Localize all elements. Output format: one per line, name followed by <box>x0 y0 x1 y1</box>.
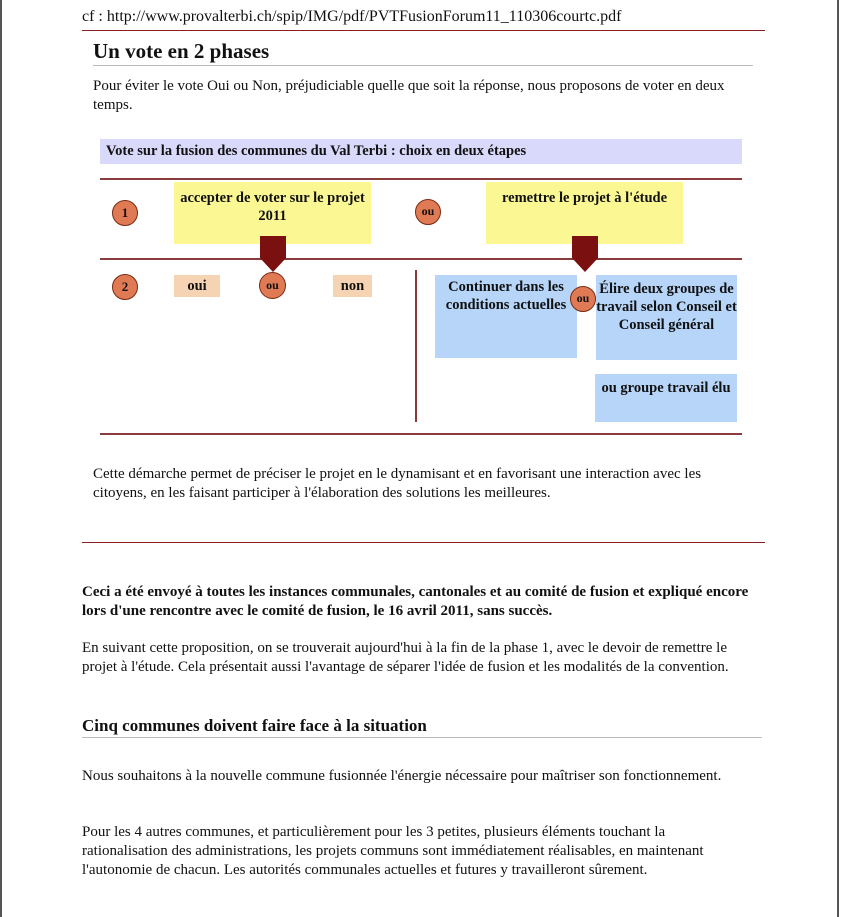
step-1-marker: 1 <box>112 200 138 226</box>
arrow-down-left-icon <box>260 236 286 272</box>
section-rule <box>82 542 765 543</box>
diagram-line-top <box>100 178 742 180</box>
top-rule <box>82 30 765 31</box>
conclusion-paragraph: Cette démarche permet de préciser le projet en le dynamisant et en favorisant une interaction avec les citoyens, en les faisant participer à l'élaboration des solutions les meilleures. <box>93 466 702 501</box>
diagram-line-bottom <box>100 433 742 435</box>
step-2-marker: 2 <box>112 274 138 300</box>
bold-notice-paragraph: Ceci a été envoyé à toutes les instances communales, cantonales et au comité de fusion et expliqué encore lors d'une rencontre avec le comité de fusion, le 16 avril 2011, sans succès. <box>82 584 749 619</box>
communes-paragraph-1: Nous souhaitons à la nouvelle commune fusionnée l'énergie nécessaire pour maîtriser son fonctionnement. <box>82 768 722 784</box>
communes-paragraph-2: Pour les 4 autres communes, et particulièrement pour les 3 petites, plusieurs éléments touchant la rationalisation des administrations, les projets communs sont immédiatement réalisables, en maintenant l'autonomie de chacun. Les autorités communales actuelles et futures y travailleront sûrement. <box>82 824 704 878</box>
option-oui: oui <box>174 275 220 297</box>
box-elire-groupes: Élire deux groupes de travail selon Conseil et Conseil général <box>596 275 737 360</box>
arrow-down-right-icon <box>572 236 598 272</box>
subtitle-underline <box>82 737 762 738</box>
diagram-divider <box>415 270 417 422</box>
proposal-paragraph: En suivant cette proposition, on se trouverait aujourd'hui à la fin de la phase 1, avec le devoir de remettre le projet à l'étude. Cela présentait aussi l'avantage de séparer l'idée de fusion et les modalités de la convention. <box>82 640 729 675</box>
diagram-banner: Vote sur la fusion des communes du Val Terbi : choix en deux étapes <box>100 139 742 164</box>
box-groupe-travail: ou groupe travail élu <box>595 374 737 422</box>
section-title-communes: Cinq communes doivent faire face à la situation <box>82 716 427 735</box>
ou-marker-oui-non: ou <box>259 272 286 299</box>
box-accept-vote: accepter de voter sur le projet 2011 <box>174 182 371 244</box>
ou-marker-row1: ou <box>415 199 441 225</box>
box-remettre-projet: remettre le projet à l'étude <box>486 182 683 244</box>
title-underline <box>93 65 753 66</box>
diagram-line-middle <box>100 258 742 260</box>
box-continuer: Continuer dans les conditions actuelles <box>435 275 577 358</box>
intro-paragraph: Pour éviter le vote Oui ou Non, préjudiciable quelle que soit la réponse, nous proposons de voter en deux temps. <box>93 78 725 113</box>
source-reference: cf : http://www.provalterbi.ch/spip/IMG/pdf/PVTFusionForum11_110306courtc.pdf <box>82 8 622 25</box>
ou-marker-row2: ou <box>570 286 596 312</box>
option-non: non <box>333 275 372 297</box>
section-title-vote: Un vote en 2 phases <box>93 39 270 63</box>
